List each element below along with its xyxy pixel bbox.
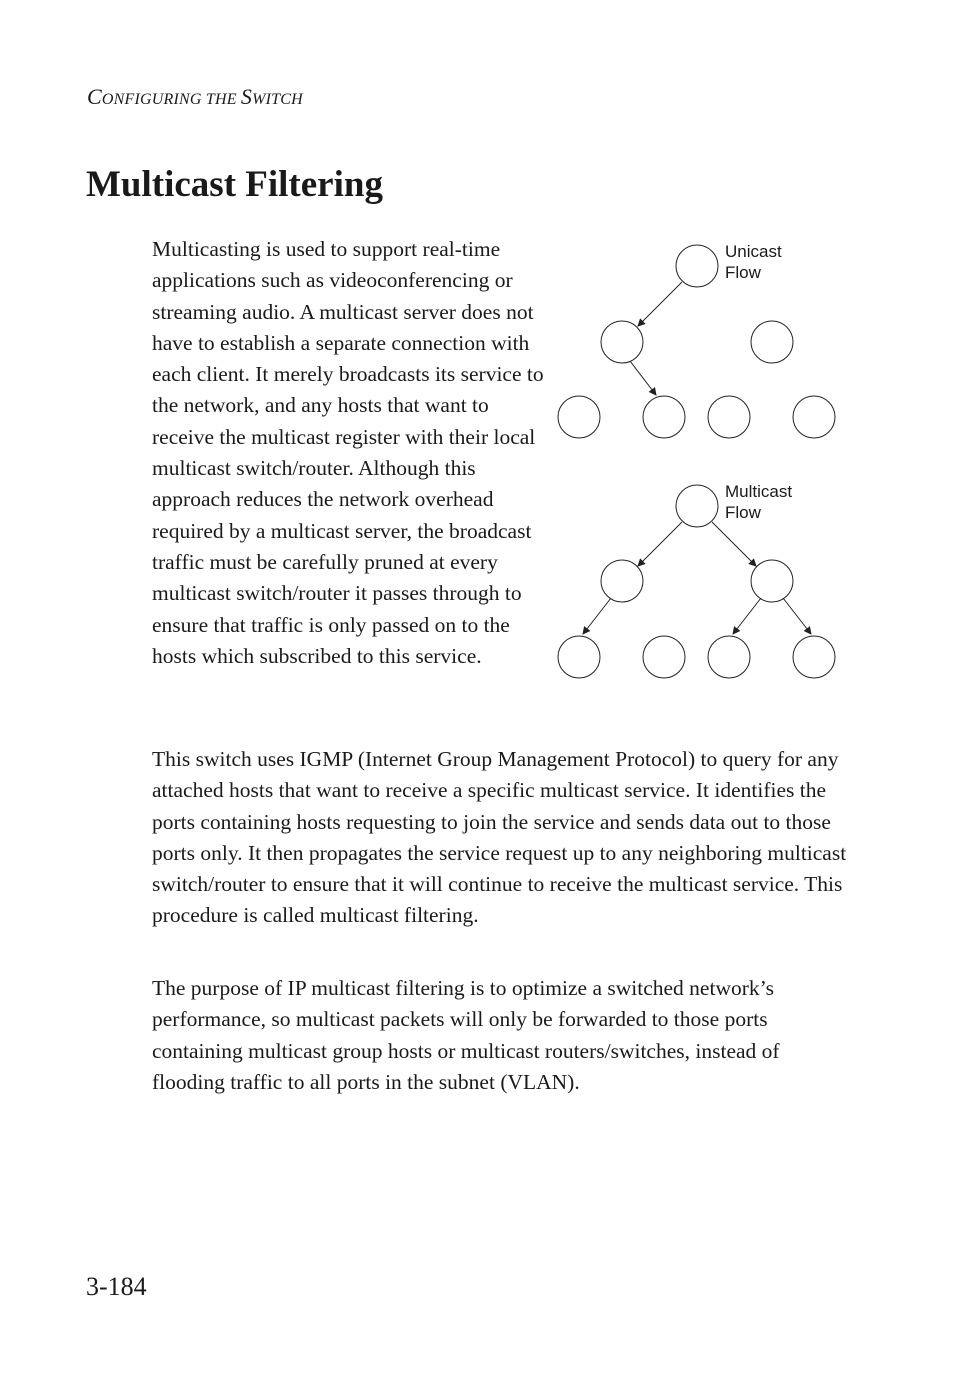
multicast-arrow-right-to-host3 [733, 598, 761, 634]
unicast-flow-label-line2: Flow [725, 263, 761, 282]
multicast-diagram [550, 236, 850, 686]
unicast-tree [558, 245, 835, 438]
multicast-arrow-right-to-host4 [783, 598, 811, 634]
multicast-tree [558, 485, 835, 678]
unicast-arrow-root-to-left [638, 282, 682, 326]
intro-paragraph: Multicasting is used to support real-time applications such as videoconferencing or streaming audio. A multicast server does not have to establish a separate connection with each client. It merely broadcasts its service to the network, and any hosts that want to receive the multicast register with their local multicast switch/router. Although this approach reduces the network overhead required by a multicast server, the broadcast traffic must be carefully pruned at every multicast switch/router it passes through to ensure that traffic is only passed on to the hosts which subscribed to this service. [152, 237, 544, 668]
multicast-arrow-left-to-host1 [583, 598, 611, 634]
unicast-host-node-4 [793, 396, 835, 438]
multicast-host-node-4 [793, 636, 835, 678]
multicast-host-node-2 [643, 636, 685, 678]
multicast-root-node [676, 485, 718, 527]
multicast-flow-label-line2: Flow [725, 503, 761, 522]
igmp-paragraph: This switch uses IGMP (Internet Group Management Protocol) to query for any attached hosts that want to receive a specific multicast service. It identifies the ports containing hosts requesting to join the service and sends data out to those ports only. It then propagates the service request up to any neighboring multicast switch/router to ensure that it will continue to receive the multicast service. This procedure is called multicast filtering. [152, 747, 847, 928]
multicast-arrow-root-to-right [712, 522, 756, 566]
page-number: 3-184 [86, 1272, 147, 1301]
unicast-flow-label-line1: Unicast [725, 242, 782, 261]
unicast-level1-node-left [601, 321, 643, 363]
multicast-flow-label-line1: Multicast [725, 482, 793, 501]
unicast-host-node-1 [558, 396, 600, 438]
multicast-arrow-root-to-left [638, 522, 682, 566]
running-head: CONFIGURING THE SWITCH [87, 84, 303, 109]
unicast-root-node [676, 245, 718, 287]
multicast-level1-node-right [751, 560, 793, 602]
purpose-paragraph: The purpose of IP multicast filtering is to optimize a switched network’s performance, so multicast packets will only be forwarded to those ports containing multicast group hosts or multicast routers/switches, instead of flooding traffic to all ports in the subnet (VLAN). [152, 976, 780, 1094]
unicast-host-node-2 [643, 396, 685, 438]
unicast-level1-node-right [751, 321, 793, 363]
unicast-host-node-3 [708, 396, 750, 438]
multicast-level1-node-left [601, 560, 643, 602]
multicast-host-node-3 [708, 636, 750, 678]
multicast-host-node-1 [558, 636, 600, 678]
section-title: Multicast Filtering [86, 164, 383, 205]
unicast-arrow-left-to-host2 [630, 361, 656, 395]
